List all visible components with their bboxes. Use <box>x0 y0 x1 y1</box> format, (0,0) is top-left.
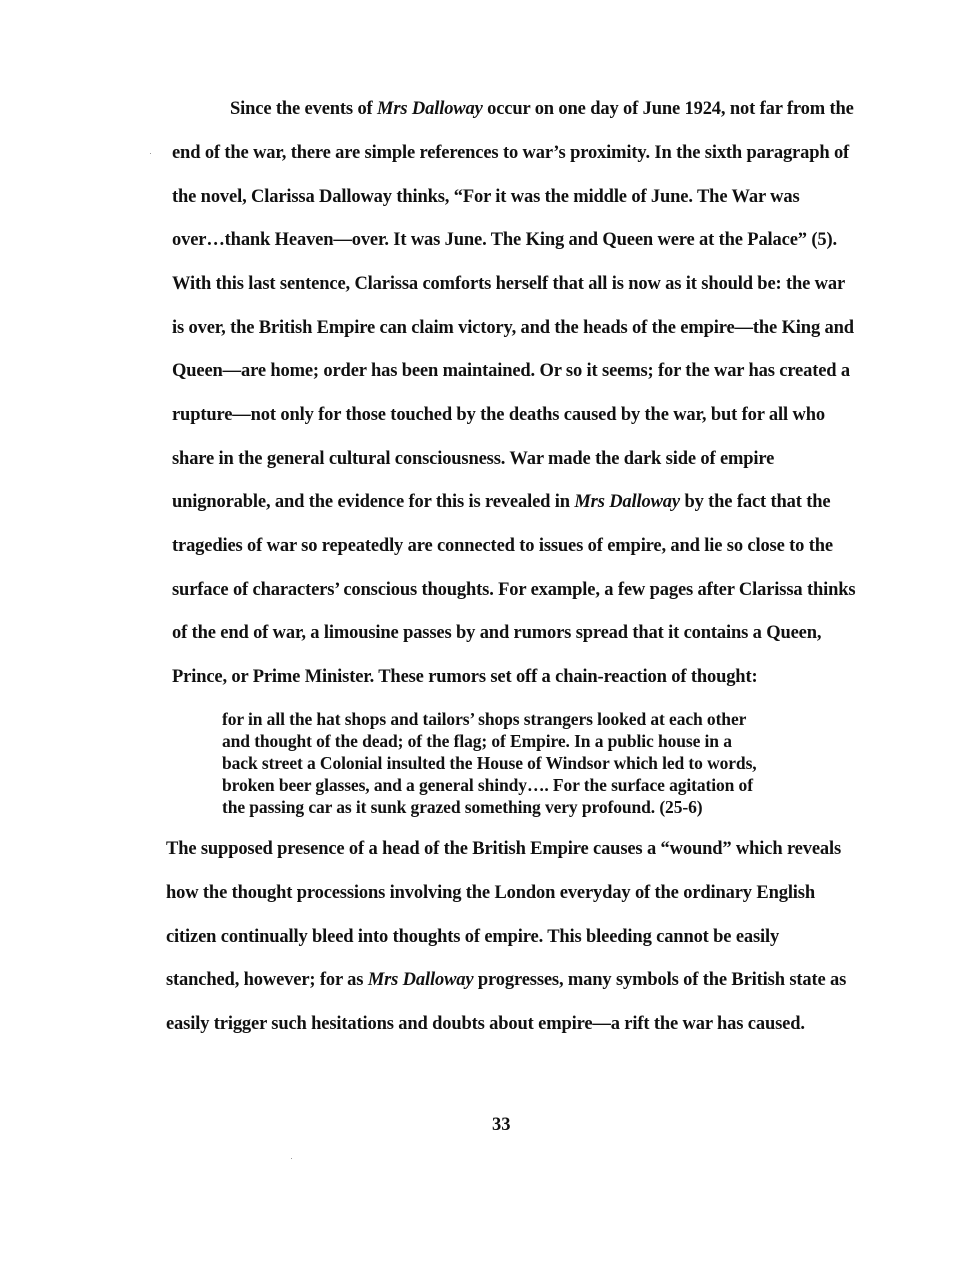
text-line: citizen continually bleed into thoughts of empire. This bleeding cannot be easily <box>166 927 780 947</box>
text-line: tragedies of war so repeatedly are connected to issues of empire, and lie so close to the <box>172 536 833 556</box>
scan-speck <box>291 1158 292 1159</box>
text-line: easily trigger such hesitations and doubts about empire—a rift the war has caused. <box>166 1014 805 1034</box>
page-number: 33 <box>492 1115 511 1135</box>
text-line: Queen—are home; order has been maintained. Or so it seems; for the war has created a <box>172 361 850 381</box>
quote-line: for in all the hat shops and tailors’ shops strangers looked at each other <box>222 709 747 729</box>
text-line: of the end of war, a limousine passes by and rumors spread that it contains a Queen, <box>172 623 822 643</box>
quote-line: and thought of the dead; of the flag; of Empire. In a public house in a <box>222 731 732 751</box>
text-line: The supposed presence of a head of the British Empire causes a “wound” which reveals <box>166 839 842 859</box>
text-line: rupture—not only for those touched by the deaths caused by the war, but for all who <box>172 405 825 425</box>
text-line: is over, the British Empire can claim victory, and the heads of the empire—the King and <box>172 318 854 338</box>
text-line: Since the events of Mrs Dalloway occur on one day of June 1924, not far from the <box>230 99 854 119</box>
quote-line: the passing car as it sunk grazed something very profound. (25-6) <box>222 797 703 817</box>
text-line: With this last sentence, Clarissa comforts herself that all is now as it should be: the war <box>172 274 846 294</box>
text-line: end of the war, there are simple references to war’s proximity. In the sixth paragraph of <box>172 143 850 163</box>
text-line: unignorable, and the evidence for this is revealed in Mrs Dalloway by the fact that the <box>172 492 831 512</box>
text-line: surface of characters’ conscious thoughts. For example, a few pages after Clarissa thinks <box>172 580 856 600</box>
quote-line: back street a Colonial insulted the House of Windsor which led to words, <box>222 753 757 773</box>
text-line: stanched, however; for as Mrs Dalloway progresses, many symbols of the British state as <box>166 970 847 990</box>
text-line: share in the general cultural consciousness. War made the dark side of empire <box>172 449 775 469</box>
text-line: over…thank Heaven—over. It was June. The King and Queen were at the Palace” (5). <box>172 230 837 250</box>
text-line: Prince, or Prime Minister. These rumors set off a chain-reaction of thought: <box>172 667 758 687</box>
text-line: the novel, Clarissa Dalloway thinks, “For it was the middle of June. The War was <box>172 187 800 207</box>
quote-line: broken beer glasses, and a general shindy…. For the surface agitation of <box>222 775 753 795</box>
scan-speck <box>150 153 151 154</box>
text-line: how the thought processions involving the London everyday of the ordinary English <box>166 883 815 903</box>
